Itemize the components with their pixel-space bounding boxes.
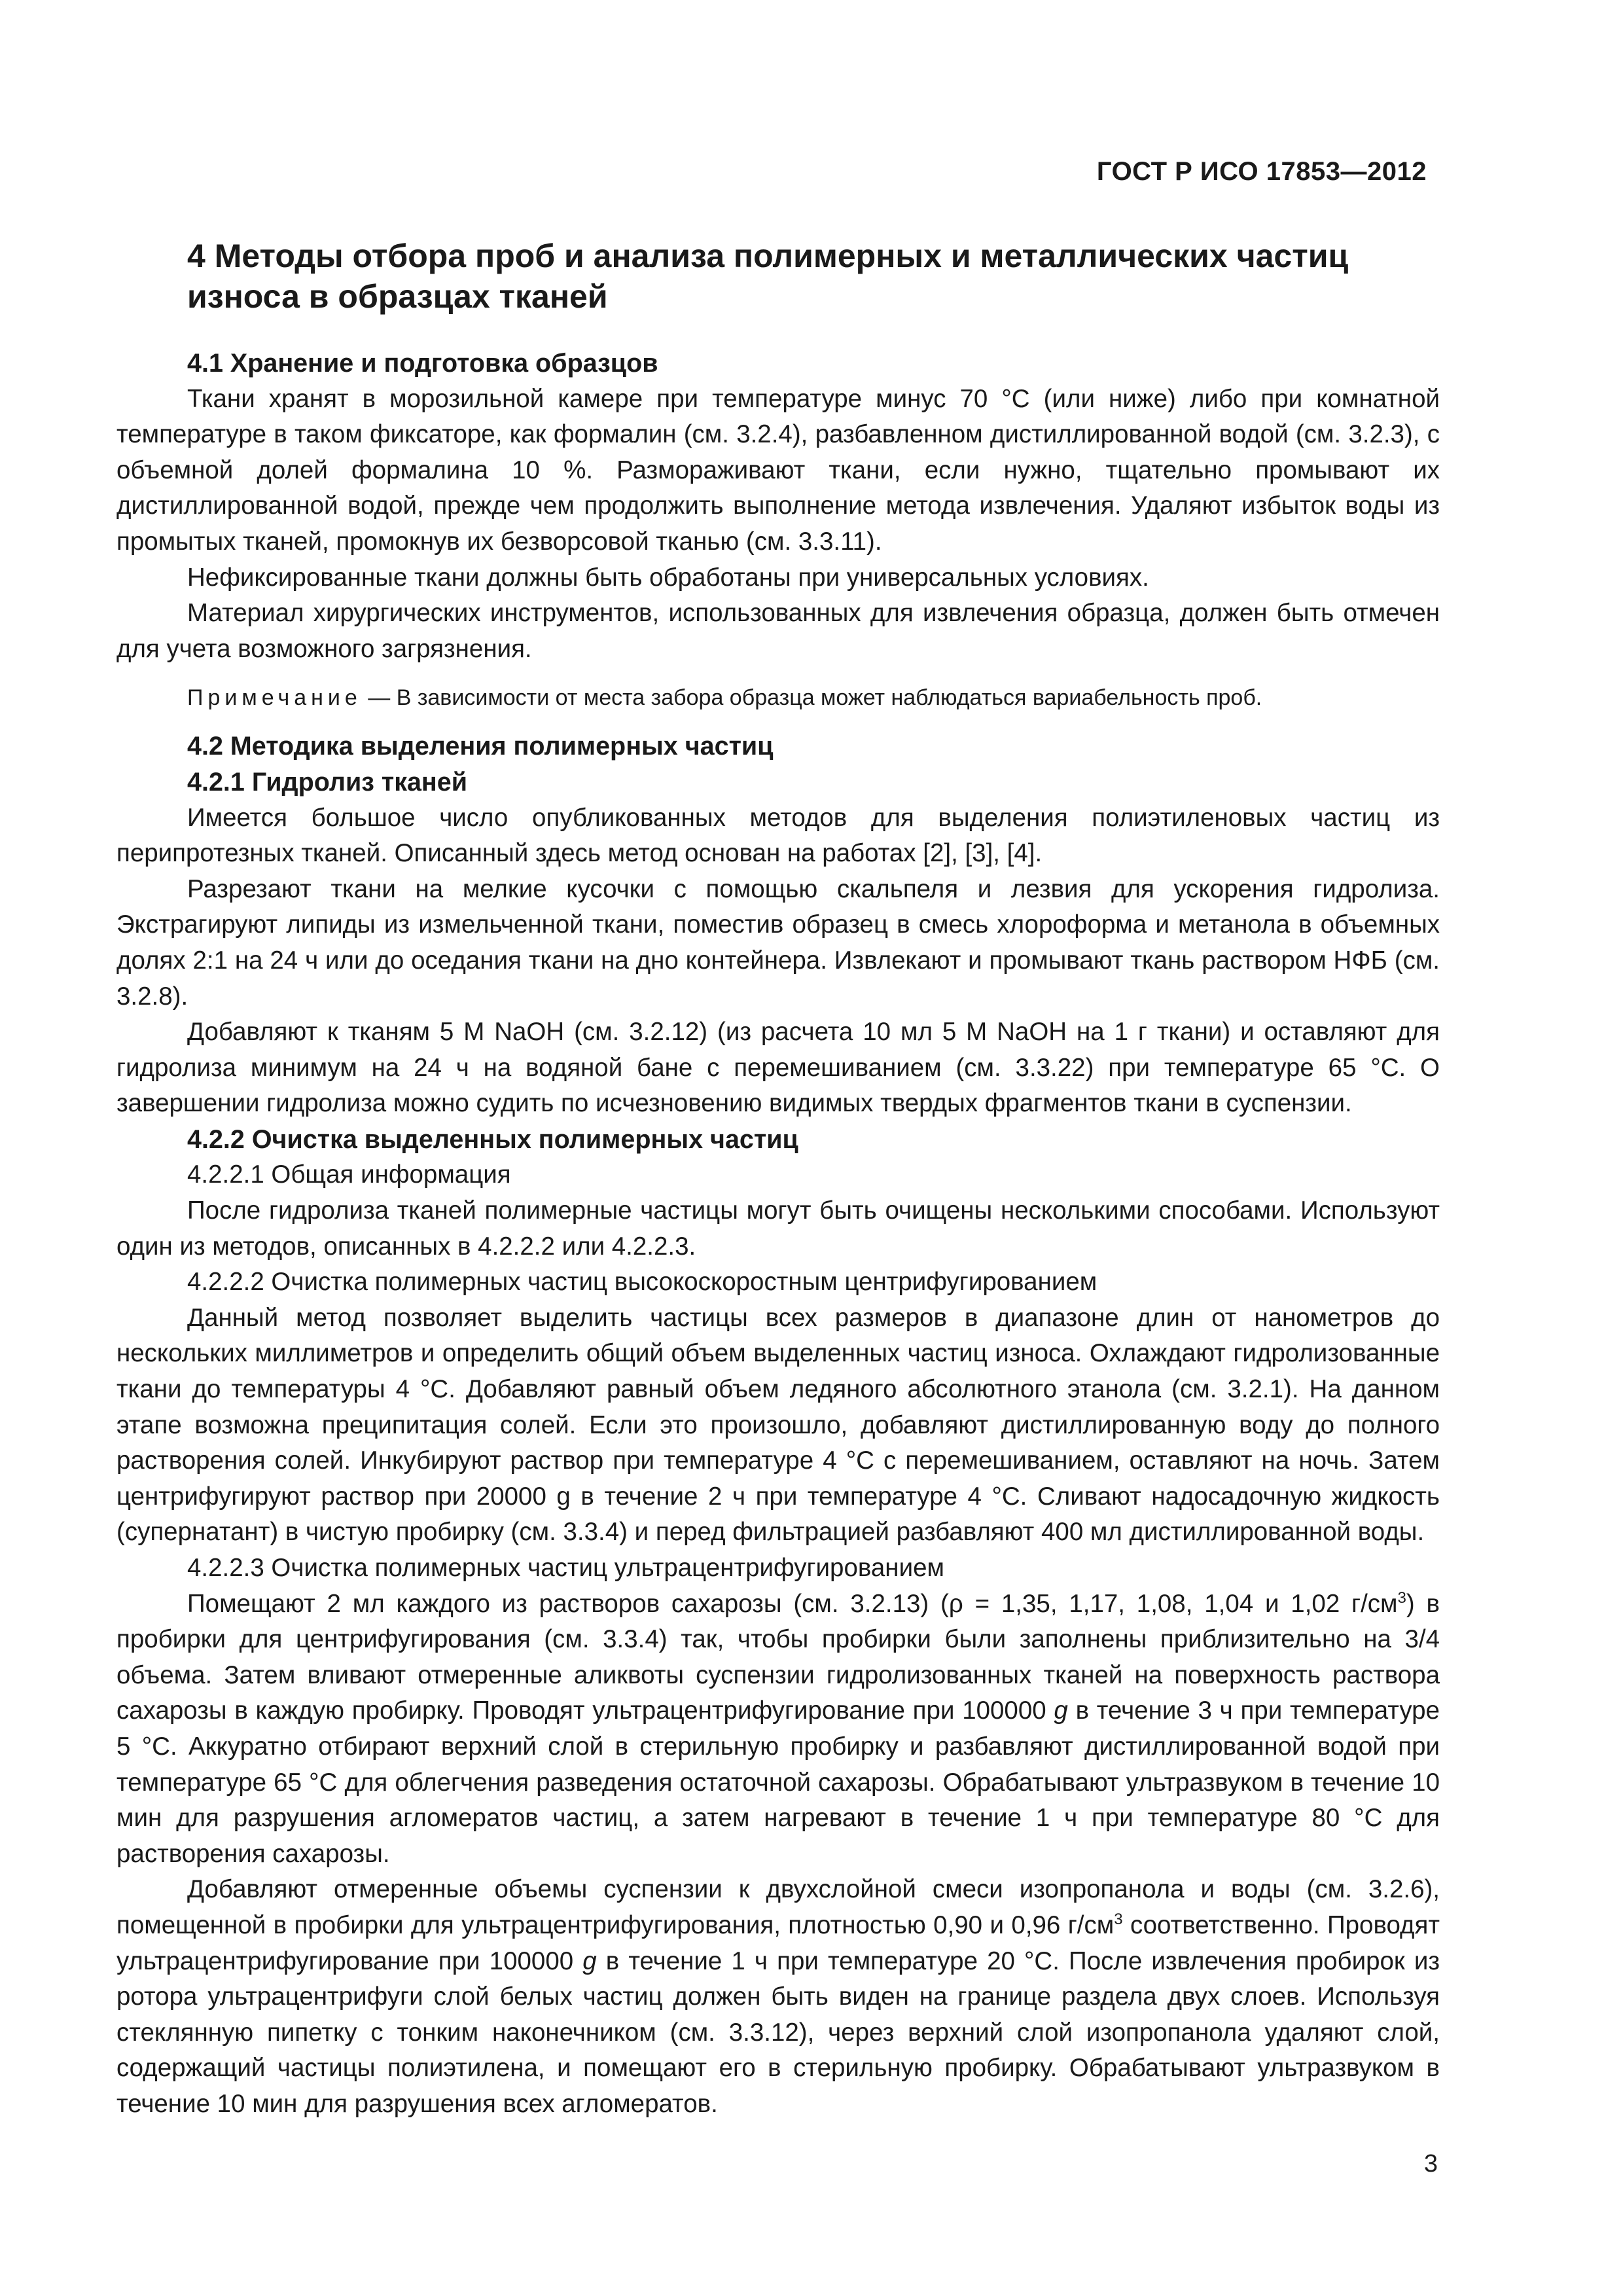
paragraph: Добавляют отмеренные объемы суспензии к двухслойной смеси изопропанола и воды (см. 3.2.6), помещенной в пробирки для ультрацентрифугирования, плотностью 0,90 и 0,96 $г/см^3$ соответственно. Проводят ультрацентрифугирование при 100000 g в течение 1 ч при температуре 20 °С. После извлечения пробирок из ротора ультрацентрифуги слой белых частиц должен быть виден на границе раздела двух слоев. Используя стеклянную пипетку с тонким наконечником (см. 3.3.12), через верхний слой изопропанола удаляют слой, содержащий частицы полиэтилена, и помещают его в стерильную пробирку. Обрабатывают ультразвуком в течение 10 мин для разрушения всех агломератов. — [116, 1875, 1440, 2118]
note-label: Примечание — [187, 685, 362, 711]
document-code: ГОСТ Р ИСО 17853—2012 — [1096, 157, 1427, 186]
section-4-2-2-3-heading: 4.2.2.3 Очистка полимерных частиц ультрацентрифугированием — [187, 1554, 944, 1582]
section-4-title: 4 Методы отбора проб и анализа полимерных и металлических частиц износа в образцах тканей — [187, 238, 1349, 315]
paragraph: После гидролиза тканей полимерные частицы могут быть очищены несколькими способами. Используют один из методов, описанных в 4.2.2.2 или 4.2.2.3. — [116, 1196, 1440, 1261]
paragraph: Разрезают ткани на мелкие кусочки с помощью скальпеля и лезвия для ускорения гидролиза. Экстрагируют липиды из измельченной ткани, поместив образец в смесь хлороформа и метанола в объемных долях 2:1 на 24 ч или до оседания ткани на дно контейнера. Извлекают и промывают ткань раствором НФБ (см. 3.2.8). — [116, 874, 1440, 1011]
section-4-1-heading: 4.1 Хранение и подготовка образцов — [187, 349, 658, 378]
note — [116, 681, 1440, 714]
section-4-2-2-2-heading: 4.2.2.2 Очистка полимерных частиц высокоскоростным центрифугированием — [187, 1268, 1097, 1297]
page-number: 3 — [1423, 2150, 1438, 2178]
paragraph: Ткани хранят в морозильной камере при температуре минус 70 °С (или ниже) либо при комнатной температуре в таком фиксаторе, как формалин (см. 3.2.4), разбавленном дистиллированной водой (см. 3.2.3), с объемной долей формалина 10 %. Размораживают ткани, если нужно, тщательно промывают их дистиллированной водой, прежде чем продолжить выполнение метода извлечения. Удаляют избыток воды из промытых тканей, промокнув их безворсовой тканью (см. 3.3.11). — [116, 384, 1440, 556]
section-4-2-2-heading: 4.2.2 Очистка выделенных полимерных частиц — [187, 1124, 798, 1154]
section-4-2-1-heading: 4.2.1 Гидролиз тканей — [187, 767, 468, 797]
paragraph: Материал хирургических инструментов, использованных для извлечения образца, должен быть отмечен для учета возможного загрязнения. — [116, 599, 1440, 663]
paragraph: Нефиксированные ткани должны быть обработаны при универсальных условиях. — [187, 563, 1149, 592]
paragraph: Добавляют к тканям 5 М NaOH (см. 3.2.12) (из расчета 10 мл 5 М NaOH на 1 г ткани) и оставляют для гидролиза минимум на 24 ч на водяной бане с перемешиванием (см. 3.3.22) при температуре 65 °С. О завершении гидролиза можно судить по исчезновению видимых твердых фрагментов ткани в суспензии. — [116, 1018, 1440, 1118]
section-4-2-2-1-heading: 4.2.2.1 Общая информация — [187, 1160, 511, 1189]
paragraph: Имеется большое число опубликованных методов для выделения полиэтиленовых частиц из перипротезных тканей. Описанный здесь метод основан на работах [2], [3], [4]. — [116, 803, 1440, 868]
paragraph: Данный метод позволяет выделить частицы всех размеров в диапазоне длин от нанометров до нескольких миллиметров и определить общий объем выделенных частиц износа. Охлаждают гидролизованные ткани до температуры 4 °С. Добавляют равный объем ледяного абсолютного этанола (см. 3.2.1). На данном этапе возможна преципитация солей. Если это произошло, добавляют дистиллированную воду до полного растворения солей. Инкубируют раствор при температуре 4 °С с перемешиванием, оставляют на ночь. Затем центрифугируют раствор при 20000 g в течение 2 ч при температуре 4 °С. Сливают надосадочную жидкость (супернатант) в чистую пробирку (см. 3.3.4) и перед фильтрацией разбавляют 400 мл дистиллированной воды. — [116, 1303, 1440, 1547]
paragraph: Помещают 2 мл каждого из растворов сахарозы (см. 3.2.13) (ρ = 1,35, 1,17, 1,08, 1,04 и 1,02 $г/см^3$) в пробирки для центрифугирования (см. 3.3.4) так, чтобы пробирки были заполнены приблизительно на 3/4 объема. Затем вливают отмеренные аликвоты суспензии гидролизованных тканей на поверхность раствора сахарозы в каждую пробирку. Проводят ультрацентрифугирование при 100000 g в течение 3 ч при температуре 5 °С. Аккуратно отбирают верхний слой в стерильную пробирку и разбавляют дистиллированной водой при температуре 65 °С для облегчения разведения остаточной сахарозы. Обрабатывают ультразвуком в течение 10 мин для разрушения агломератов частиц, а затем нагревают в течение 1 ч при температуре 80 °С для растворения сахарозы. — [116, 1588, 1440, 1868]
note-text: — В зависимости от места забора образца может наблюдаться вариабельность проб. — [361, 685, 1262, 711]
document-body — [116, 236, 1440, 2123]
section-4-2-heading: 4.2 Методика выделения полимерных частиц — [187, 732, 774, 761]
